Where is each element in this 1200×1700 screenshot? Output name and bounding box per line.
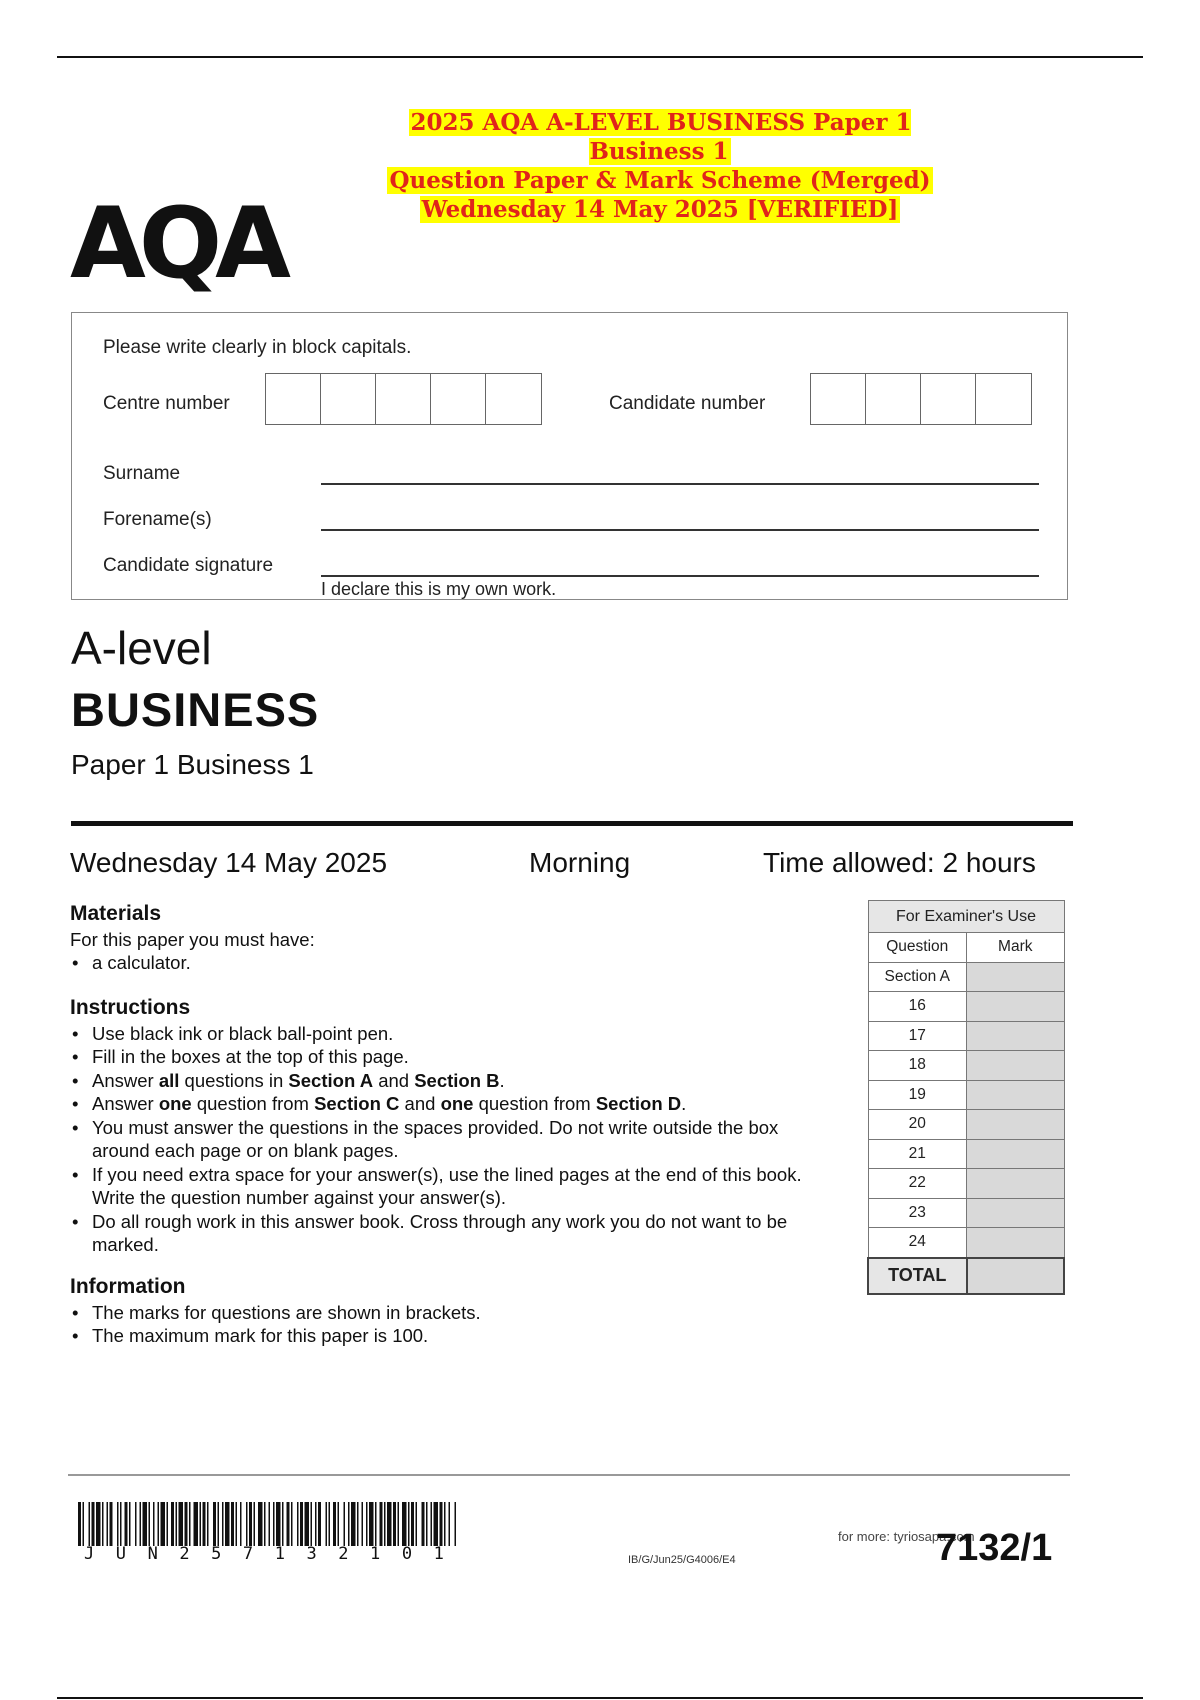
barcode-bar [89,1502,91,1546]
question-cell: 24 [868,1228,967,1258]
instructions-section [70,996,840,1257]
barcode-bar [218,1502,220,1546]
candidate-number-digit[interactable] [976,374,1031,424]
barcode-bar [444,1502,446,1546]
barcode-bar [344,1502,346,1546]
instruction-item: • You must answer the questions in the spaces provided. Do not write outside the box around each page or on blank pages. [70,1116,840,1163]
barcode-bar [179,1502,184,1546]
forenames-label: Forename(s) [103,509,212,530]
barcode-bar [249,1502,252,1546]
candidate-number-digit[interactable] [921,374,976,424]
barcode-bar [129,1502,131,1546]
top-rule [57,56,1143,58]
question-cell: 16 [868,992,967,1022]
barcode-bar [149,1502,151,1546]
subject-title: BUSINESS [71,683,320,736]
centre-number-label: Centre number [103,393,230,414]
barcode-char: U [115,1544,127,1564]
materials-section [70,902,850,975]
instruction-item: • Answer one question from Section C and one question from Section D. [70,1092,840,1116]
information-heading: Information [70,1275,186,1298]
barcode-bar [92,1502,95,1546]
materials-item: • a calculator. [70,951,850,975]
barcode-char: J [84,1544,95,1564]
barcode-char: 5 [211,1544,222,1564]
barcode-char: 1 [433,1544,444,1564]
mark-cell[interactable] [967,1169,1064,1199]
banner-line-2: Question Paper & Mark Scheme (Merged) [389,167,931,194]
barcode-bar [326,1502,328,1546]
barcode-bar [236,1502,238,1546]
barcode-bar [185,1502,188,1546]
materials-heading: Materials [70,902,162,925]
barcode-bar [402,1502,407,1546]
instruction-item: • Answer all questions in Section A and Section B. [70,1069,840,1093]
instructions-heading: Instructions [70,996,191,1019]
aqa-logo: AQA [70,187,284,301]
candidate-number-digit[interactable] [811,374,866,424]
banner-line-1: 2025 AQA A-LEVEL BUSINESS Paper 1 Business 1 [410,109,912,165]
barcode-bar [329,1502,331,1546]
barcode-bar [431,1502,433,1546]
barcode-char: 0 [401,1544,413,1564]
question-cell: 23 [868,1198,967,1228]
qualification-level: A-level [71,622,212,674]
barcode-bar [240,1502,242,1546]
information-item: • The marks for questions are shown in brackets. [70,1301,850,1325]
barcode-bar [102,1502,104,1546]
mark-cell[interactable] [967,1110,1064,1140]
barcode-bar [411,1502,414,1546]
question-cell: 21 [868,1139,967,1169]
centre-number-digit[interactable] [486,374,541,424]
barcode-bar [455,1502,457,1546]
bottom-rule [57,1697,1143,1699]
barcode-bar [315,1502,317,1546]
barcode-bar [318,1502,321,1546]
mark-column-header: Mark [967,933,1064,963]
barcode-bar [140,1502,142,1546]
surname-label: Surname [103,463,181,484]
candidate-number-digit[interactable] [866,374,921,424]
barcode-bar [167,1502,169,1546]
block-capitals-instruction: Please write clearly in block capitals. [103,337,412,358]
barcode-bar [158,1502,160,1546]
barcode-bar [125,1502,128,1546]
barcode-bar [287,1502,290,1546]
barcode-bar [422,1502,425,1546]
barcode-bar [171,1502,174,1546]
barcode-bar [398,1502,400,1546]
barcode-bar [348,1502,350,1546]
mark-cell[interactable] [967,1080,1064,1110]
materials-intro: For this paper you must have: [70,928,315,950]
exam-date: Wednesday 14 May 2025 [70,847,388,878]
barcode-bar [369,1502,374,1546]
instruction-item: • Do all rough work in this answer book. Cross through any work you do not want to be marked. [70,1210,840,1257]
barcode-bar [305,1502,310,1546]
signature-field[interactable] [321,575,1039,577]
signature-label: Candidate signature [103,555,274,576]
barcode-bar [110,1502,113,1546]
total-label: TOTAL [868,1258,967,1294]
centre-number-digit[interactable] [266,374,321,424]
barcode-text [84,1544,444,1564]
surname-field[interactable] [321,483,1039,485]
barcode-char: N [147,1544,158,1564]
barcode-bar [291,1502,293,1546]
mark-cell[interactable] [967,1051,1064,1081]
barcode-bar [135,1502,137,1546]
barcode-char: 1 [370,1544,381,1564]
examiner-table-title: For Examiner's Use [868,901,1064,933]
candidate-number-label: Candidate number [609,393,766,414]
barcode-bar [254,1502,256,1546]
barcode-char: 2 [338,1544,349,1564]
barcode-bar [200,1502,202,1546]
barcode-bar [416,1502,418,1546]
barcode [78,1502,456,1546]
barcode-bar [440,1502,443,1546]
barcode-bar [225,1502,230,1546]
barcode-bar [258,1502,263,1546]
barcode-bar [96,1502,101,1546]
paper-reference: IB/G/Jun25/G4006/E4 [628,1554,736,1566]
barcode-bar [333,1502,336,1546]
barcode-bar [408,1502,410,1546]
barcode-bar [311,1502,313,1546]
information-section [70,1275,850,1348]
barcode-bar [78,1502,81,1546]
examiner-use-table [867,900,1065,1295]
barcode-bar [380,1502,383,1546]
question-cell: 22 [868,1169,967,1199]
barcode-bar [153,1502,155,1546]
barcode-char: 1 [274,1544,285,1564]
centre-number-digit[interactable] [431,374,486,424]
barcode-bar [120,1502,122,1546]
mark-cell[interactable] [967,1021,1064,1051]
barcode-bar [107,1502,109,1546]
barcode-bar [366,1502,368,1546]
barcode-bar [213,1502,216,1546]
barcode-bar [264,1502,266,1546]
barcode-bar [273,1502,275,1546]
barcode-bar [222,1502,224,1546]
question-cell: Section A [868,962,967,992]
declaration-text: I declare this is my own work. [321,579,557,599]
barcode-bar [362,1502,364,1546]
barcode-bar [276,1502,281,1546]
information-item: • The maximum mark for this paper is 100. [70,1324,850,1348]
question-cell: 17 [868,1021,967,1051]
barcode-bar [194,1502,199,1546]
paper-code: 7132/1 [936,1527,1053,1569]
barcode-bar [83,1502,85,1546]
exam-session: Morning [529,847,631,878]
barcode-bar [203,1502,206,1546]
question-column-header: Question [868,933,967,963]
barcode-bar [384,1502,386,1546]
centre-number-boxes [265,373,542,425]
barcode-bar [297,1502,299,1546]
paper-title: Paper 1 Business 1 [71,749,314,780]
title-banner [380,108,940,224]
title-divider [71,821,1073,826]
barcode-bar [426,1502,428,1546]
barcode-char: 3 [306,1544,317,1564]
footer-rule [68,1474,1070,1476]
mark-cell[interactable] [967,1139,1064,1169]
barcode-bar [161,1502,166,1546]
barcode-bar [351,1502,356,1546]
barcode-bar [117,1502,119,1546]
barcode-bar [387,1502,392,1546]
mark-cell[interactable] [967,1198,1064,1228]
barcode-bar [231,1502,234,1546]
barcode-bar [393,1502,396,1546]
centre-number-digit[interactable] [376,374,431,424]
candidate-number-boxes [810,373,1032,425]
barcode-bar [357,1502,359,1546]
barcode-bar [176,1502,178,1546]
instruction-item: • Use black ink or black ball-point pen. [70,1022,840,1046]
total-mark-cell[interactable] [967,1258,1064,1294]
barcode-bar [300,1502,303,1546]
centre-number-digit[interactable] [321,374,376,424]
barcode-bar [449,1502,451,1546]
mark-cell[interactable] [967,1228,1064,1258]
forenames-field[interactable] [321,529,1039,531]
instruction-item: • If you need extra space for your answer(s), use the lined pages at the end of this book. Write the question number against your answer(s). [70,1163,840,1210]
barcode-bar [246,1502,248,1546]
question-cell: 19 [868,1080,967,1110]
instruction-item: • Fill in the boxes at the top of this page. [70,1045,840,1069]
mark-cell[interactable] [967,992,1064,1022]
barcode-char: 2 [179,1544,190,1564]
mark-cell[interactable] [967,962,1064,992]
for-more-watermark: for more: tyriosapa.com [838,1529,975,1544]
barcode-bar [434,1502,439,1546]
barcode-bar [269,1502,271,1546]
banner-line-3: Wednesday 14 May 2025 [VERIFIED] [421,196,899,223]
barcode-bar [207,1502,209,1546]
barcode-bar [338,1502,340,1546]
barcode-bar [189,1502,191,1546]
barcode-char: 7 [242,1544,254,1564]
barcode-bar [375,1502,377,1546]
question-cell: 18 [868,1051,967,1081]
barcode-bar [143,1502,148,1546]
barcode-bar [282,1502,284,1546]
candidate-details-box [71,312,1068,600]
time-allowed: Time allowed: 2 hours [763,847,1036,878]
question-cell: 20 [868,1110,967,1140]
